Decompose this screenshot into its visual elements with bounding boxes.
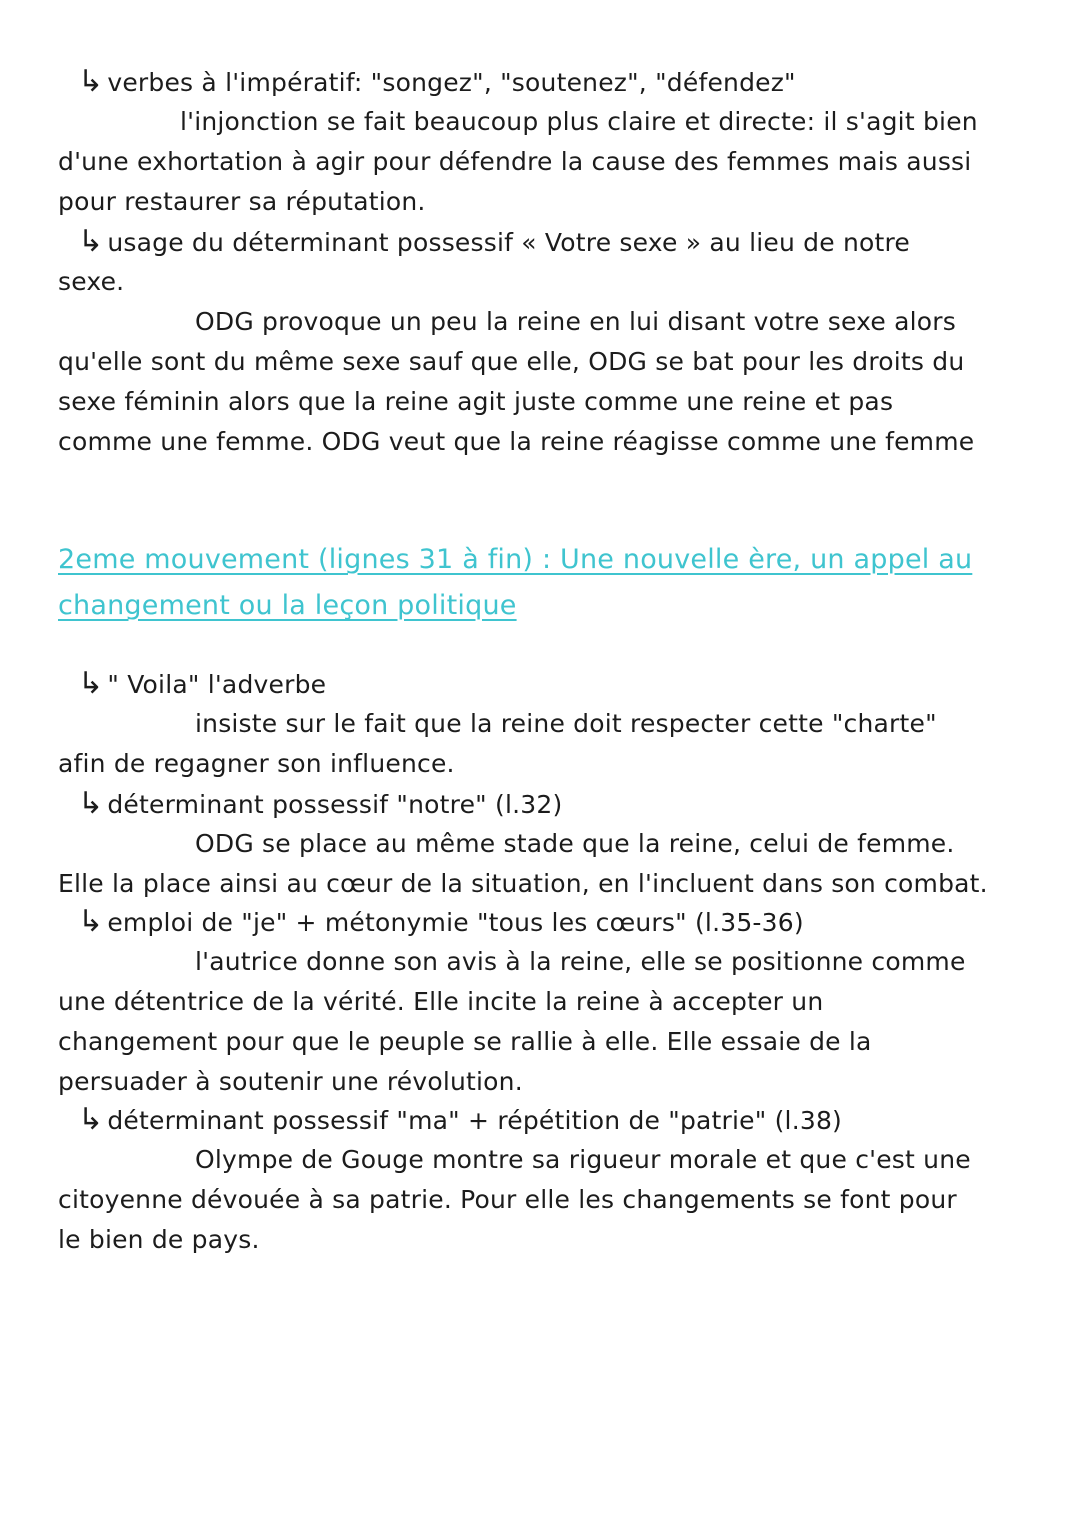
bullet-possessive-notre: ↳ déterminant possessif "notre" (l.32) — [78, 786, 563, 821]
paragraph-line: pour restaurer sa réputation. — [58, 187, 426, 216]
paragraph-line: qu'elle sont du même sexe sauf que elle, ODG se bat pour les droits du — [58, 347, 965, 376]
paragraph-line: Elle la place ainsi au cœur de la situation, en l'incluent dans son combat. — [58, 869, 988, 898]
paragraph-line: citoyenne dévouée à sa patrie. Pour elle les changements se font pour — [58, 1185, 957, 1214]
section-heading-line1: 2eme mouvement (lignes 31 à fin) : Une nouvelle ère, un appel au — [58, 544, 973, 575]
arrow-icon: ↳ — [78, 1102, 104, 1137]
paragraph-line: Olympe de Gouge montre sa rigueur morale et que c'est une — [195, 1145, 971, 1174]
paragraph-line: l'injonction se fait beaucoup plus claire et directe: il s'agit bien — [180, 107, 978, 136]
section-heading-line2: changement ou la leçon politique — [58, 590, 517, 621]
paragraph-line: persuader à soutenir une révolution. — [58, 1067, 523, 1096]
bullet-possessive-votre: ↳ usage du déterminant possessif « Votre sexe » au lieu de notre — [78, 224, 911, 259]
bullet-possessive-ma: ↳ déterminant possessif "ma" + répétition de "patrie" (l.38) — [78, 1102, 843, 1137]
bullet-voila-adverb: ↳ " Voila" l'adverbe — [78, 666, 327, 701]
paragraph-line: changement pour que le peuple se rallie à elle. Elle essaie de la — [58, 1027, 872, 1056]
arrow-icon: ↳ — [78, 904, 104, 939]
paragraph-line: comme une femme. ODG veut que la reine réagisse comme une femme — [58, 427, 975, 456]
paragraph-line: insiste sur le fait que la reine doit respecter cette "charte" — [195, 709, 937, 738]
arrow-icon: ↳ — [78, 786, 104, 821]
arrow-icon: ↳ — [78, 224, 104, 259]
arrow-icon: ↳ — [78, 666, 104, 701]
paragraph-line: d'une exhortation à agir pour défendre la cause des femmes mais aussi — [58, 147, 972, 176]
paragraph-line: le bien de pays. — [58, 1225, 260, 1254]
paragraph-line: sexe féminin alors que la reine agit juste comme une reine et pas — [58, 387, 894, 416]
paragraph-line: ODG provoque un peu la reine en lui disant votre sexe alors — [195, 307, 956, 336]
paragraph-line: une détentrice de la vérité. Elle incite la reine à accepter un — [58, 987, 824, 1016]
paragraph-line: ODG se place au même stade que la reine, celui de femme. — [195, 829, 955, 858]
paragraph-line: sexe. — [58, 267, 125, 296]
paragraph-line: l'autrice donne son avis à la reine, elle se positionne comme — [195, 947, 966, 976]
paragraph-line: afin de regagner son influence. — [58, 749, 455, 778]
bullet-imperative-verbs: ↳ verbes à l'impératif: "songez", "soutenez", "défendez" — [78, 64, 796, 99]
bullet-je-metonymy: ↳ emploi de "je" + métonymie "tous les cœurs" (l.35-36) — [78, 904, 804, 939]
arrow-icon: ↳ — [78, 64, 104, 99]
